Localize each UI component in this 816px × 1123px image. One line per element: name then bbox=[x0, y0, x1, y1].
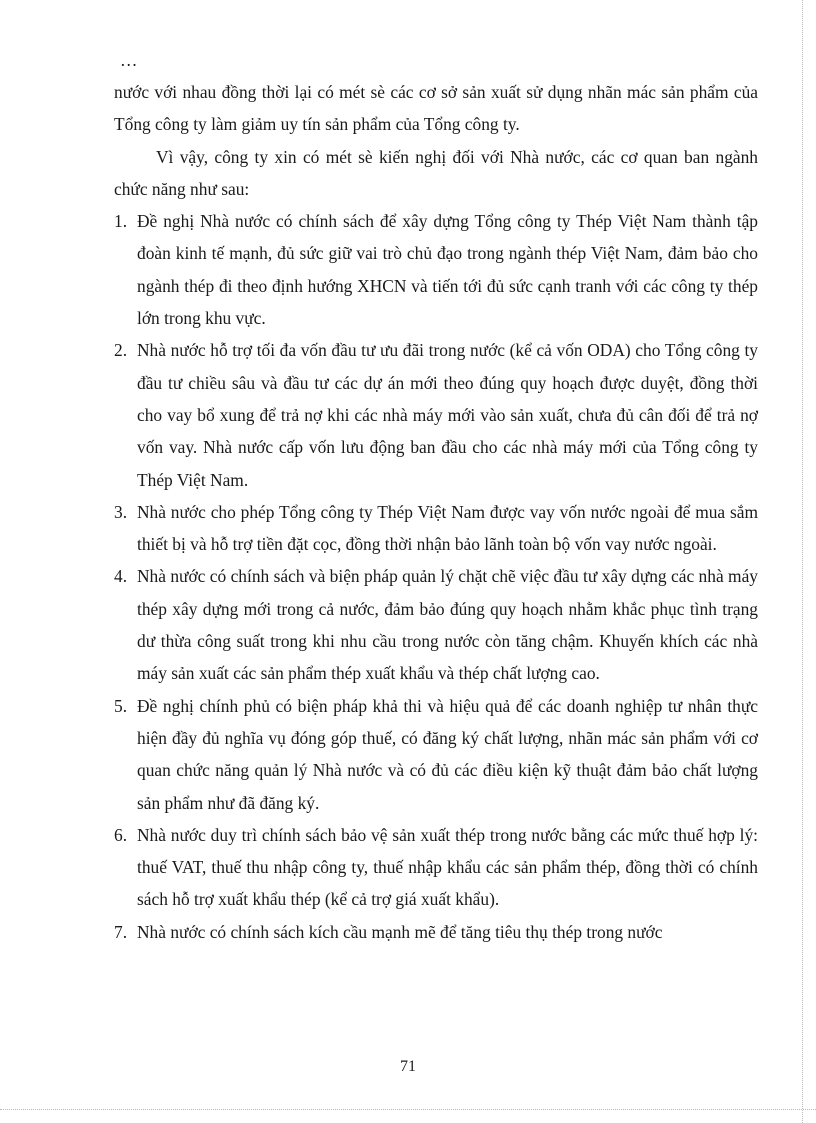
list-item-text: Nhà nước hỗ trợ tối đa vốn đầu tư ưu đãi trong nước (kể cả vốn ODA) cho Tổng công ty đầu tư chiều sâu và đầu tư các dự án mới theo đúng quy hoạch được duyệt, đồng thời cho vay bổ xung để trả nợ khi các nhà máy mới vào sản xuất, chưa đủ cân đối để trả nợ vốn vay. Nhà nước cấp vốn lưu động ban đầu cho các nhà máy mới của Tổng công ty Thép Việt Nam. bbox=[137, 340, 758, 490]
list-item-number: 7. bbox=[114, 921, 128, 942]
page-edge-right bbox=[802, 0, 803, 1123]
list-item bbox=[114, 690, 758, 819]
list-item-text: Đề nghị chính phủ có biện pháp khả thi và hiệu quả để các doanh nghiệp tư nhân thực hiện đầy đủ nghĩa vụ đóng góp thuế, có đăng ký chất lượng, nhãn mác sản phẩm với cơ quan chức năng quản lý Nhà nước và có đủ các điều kiện kỹ thuật đảm bảo chất lượng sản phẩm như đã đăng ký. bbox=[137, 695, 758, 813]
list-item-number: 1. bbox=[114, 211, 128, 232]
list-item bbox=[114, 560, 758, 689]
page-edge-bottom bbox=[0, 1109, 816, 1110]
list-item-text: Nhà nước cho phép Tổng công ty Thép Việt Nam được vay vốn nước ngoài để mua sắm thiết bị và hỗ trợ tiền đặt cọc, đồng thời nhận bảo lãnh toàn bộ vốn vay nước ngoài. bbox=[137, 501, 758, 555]
list-item-number: 2. bbox=[114, 340, 128, 361]
list-item bbox=[114, 496, 758, 561]
list-item bbox=[114, 205, 758, 334]
continuation-paragraph: nước với nhau đồng thời lại có mét sè các cơ sở sản xuất sử dụng nhãn mác sản phẩm của Tổng công ty làm giảm uy tín sản phẩm của Tổng công ty. bbox=[114, 82, 758, 135]
document-body bbox=[114, 44, 758, 948]
recommendation-list bbox=[114, 205, 758, 948]
continuation-ellipsis: … bbox=[120, 50, 138, 70]
list-item-text: Nhà nước có chính sách và biện pháp quản lý chặt chẽ việc đầu tư xây dựng các nhà máy thép xây dựng mới trong cả nước, đảm bảo đúng quy hoạch nhằm khắc phục tình trạng dư thừa công suất trong khi nhu cầu trong nước còn tăng chậm. Khuyến khích các nhà máy sản xuất các sản phẩm thép xuất khẩu và thép chất lượng cao. bbox=[137, 566, 758, 684]
intro-paragraph: Vì vậy, công ty xin có mét sè kiến nghị đối với Nhà nước, các cơ quan ban ngành chức năng như sau: bbox=[114, 146, 758, 199]
list-item-text: Nhà nước có chính sách kích cầu mạnh mẽ để tăng tiêu thụ thép trong nước bbox=[137, 921, 663, 942]
list-item bbox=[114, 334, 758, 495]
list-item-number: 5. bbox=[114, 695, 128, 716]
list-item-number: 3. bbox=[114, 501, 128, 522]
list-item-text: Đề nghị Nhà nước có chính sách để xây dựng Tổng công ty Thép Việt Nam thành tập đoàn kinh tế mạnh, đủ sức giữ vai trò chủ đạo trong ngành thép Việt Nam, đảm bảo cho ngành thép đi theo định hướng XHCN và tiến tới đủ sức cạnh tranh với các công ty thép lớn trong khu vực. bbox=[137, 211, 758, 329]
page-number: 71 bbox=[400, 1058, 416, 1075]
list-item-number: 6. bbox=[114, 824, 128, 845]
list-item bbox=[114, 916, 758, 948]
list-item-number: 4. bbox=[114, 566, 128, 587]
list-item-text: Nhà nước duy trì chính sách bảo vệ sản xuất thép trong nước bằng các mức thuế hợp lý: thuế VAT, thuế thu nhập công ty, thuế nhập khẩu các sản phẩm thép, đồng thời có chính sách hỗ trợ xuất khẩu thép (kể cả trợ giá xuất khẩu). bbox=[137, 824, 758, 910]
list-item bbox=[114, 819, 758, 916]
